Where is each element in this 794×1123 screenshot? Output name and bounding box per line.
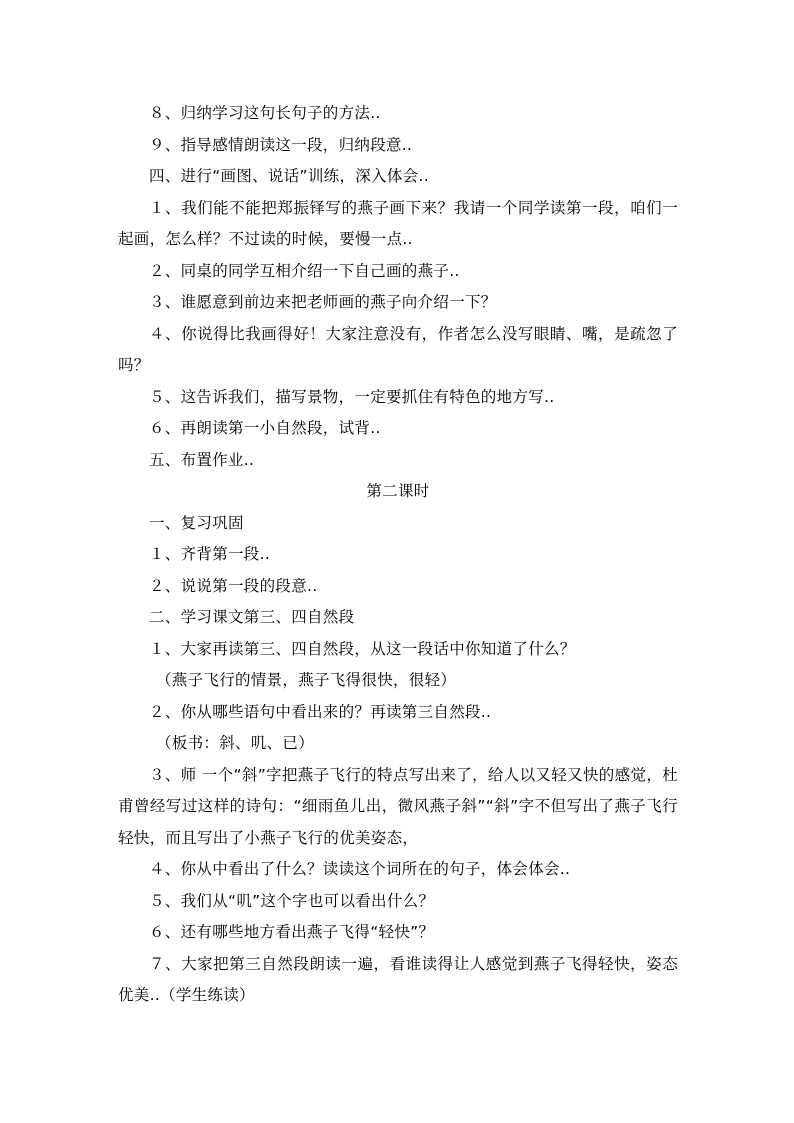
paragraph-step-8: ８、归纳学习这句长句子的方法.. bbox=[149, 104, 381, 122]
section-heading-4: 四、进行“画图、说话”训练，深入体会.. bbox=[149, 167, 429, 185]
paragraph-study-5: ５、我们从“叽”这个字也可以看出什么？ bbox=[149, 891, 435, 910]
paragraph-study-7: ７、大家把第三自然段朗读一遍，看谁读得让人感觉到燕子飞得轻快，姿态优美..（学生练读） bbox=[118, 954, 678, 1004]
paragraph-step-6: ６、再朗读第一小自然段，试背.. bbox=[149, 419, 381, 437]
paragraph-study-1: １、大家再读第三、四自然段，从这一段话中你知道了什么？ bbox=[149, 639, 576, 658]
paragraph-review-2: ２、说说第一段的段意.. bbox=[149, 576, 318, 595]
lesson-title: 第二课时 bbox=[366, 482, 430, 500]
paragraph-step-5: ５、这告诉我们，描写景物，一定要抓住有特色的地方写.. bbox=[149, 387, 555, 406]
paragraph-study-6: ６、还有哪些地方看出燕子飞得“轻快”？ bbox=[149, 923, 435, 941]
section-heading-2: 二、学习课文第三、四自然段 bbox=[149, 608, 355, 626]
paragraph-step-1: １、我们能不能把郑振铎写的燕子画下来？我请一个同学读第一段，咱们一起画，怎么样？不过读的时候，要慢一点.. bbox=[118, 198, 678, 248]
paragraph-step-2: ２、同桌的同学互相介绍一下自己画的燕子.. bbox=[149, 261, 460, 280]
paragraph-step-3: ３、谁愿意到前边来把老师画的燕子向介绍一下？ bbox=[149, 293, 497, 311]
section-heading-5: 五、布置作业.. bbox=[149, 450, 255, 469]
document-body bbox=[118, 98, 678, 1012]
paragraph-review-1: １、齐背第一段.. bbox=[149, 545, 271, 563]
paragraph-note-1: （燕子飞行的情景，燕子飞得很快，很轻） bbox=[156, 671, 457, 689]
paragraph-study-2: ２、你从哪些语句中看出来的？再读第三自然段.. bbox=[149, 702, 492, 721]
section-heading-1: 一、复习巩固 bbox=[149, 513, 244, 532]
paragraph-board-note: （板书：斜、叽、已） bbox=[156, 734, 315, 752]
paragraph-step-4: ４、你说得比我画得好！大家注意没有，作者怎么没写眼睛、嘴，是疏忽了吗？ bbox=[118, 324, 678, 374]
paragraph-study-4: ４、你从中看出了什么？读读这个词所在的句子，体会体会.. bbox=[149, 860, 571, 878]
paragraph-study-3: ３、师 一个“斜”字把燕子飞行的特点写出来了，给人以又轻又快的感觉，杜甫曾经写过这样的诗句：“细雨鱼儿出，微风燕子斜”“斜”字不但写出了燕子飞行轻快，而且写出了小燕子飞行的优美姿态， bbox=[118, 765, 678, 847]
paragraph-step-9: ９、指导感情朗读这一段，归纳段意.. bbox=[149, 135, 413, 154]
